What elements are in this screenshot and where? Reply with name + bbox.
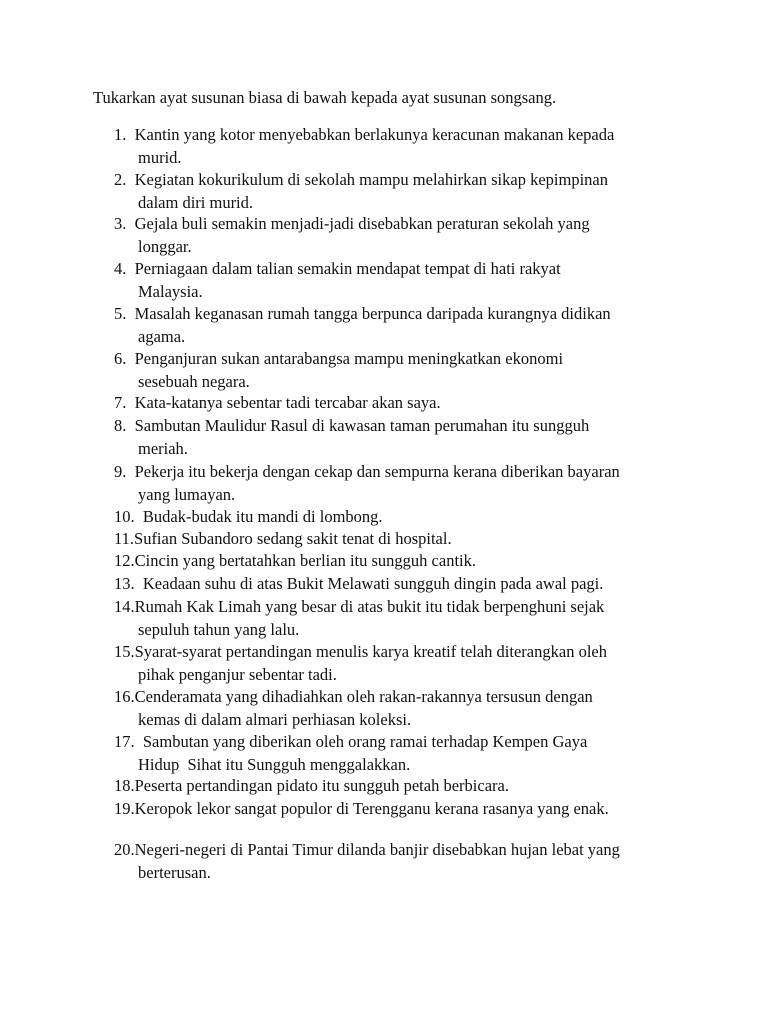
question-item — [114, 213, 684, 258]
question-text: Sambutan Maulidur Rasul di kawasan taman perumahan itu sungguh — [134, 416, 590, 435]
question-item — [114, 731, 684, 776]
question-text-continued: sepuluh tahun yang lalu. — [138, 619, 300, 639]
question-line — [114, 258, 684, 281]
question-text: Kantin yang kotor menyebabkan berlakunya keracunan makanan kepada — [134, 125, 615, 144]
question-number: 17. — [114, 732, 135, 751]
question-line — [114, 461, 684, 484]
question-text-continued: sesebuah negara. — [138, 371, 250, 391]
question-spacer — [126, 214, 134, 233]
question-number: 5. — [114, 304, 127, 323]
question-text-continued: Hidup Sihat itu Sungguh menggalakkan. — [138, 754, 411, 774]
question-line — [114, 573, 684, 596]
question-number: 4. — [114, 259, 127, 278]
question-item — [114, 775, 684, 798]
question-number: 2. — [114, 170, 127, 189]
question-line — [114, 415, 684, 438]
question-text-continued: agama. — [138, 326, 186, 346]
question-text-continued: yang lumayan. — [138, 484, 236, 504]
question-text-continued: dalam diri murid. — [138, 192, 254, 212]
question-text: Cenderamata yang dihadiahkan oleh rakan-rakannya tersusun dengan — [134, 687, 593, 706]
question-spacer — [135, 574, 143, 593]
question-spacer — [126, 259, 134, 278]
question-text: Keropok lekor sangat populor di Terengganu kerana rasanya yang enak. — [134, 799, 609, 818]
question-text-continued: Malaysia. — [138, 281, 203, 301]
question-line — [114, 169, 684, 192]
question-item — [114, 641, 684, 686]
question-spacer — [126, 349, 134, 368]
question-number: 15. — [114, 642, 135, 661]
question-spacer — [126, 125, 134, 144]
question-line — [114, 506, 684, 529]
question-spacer — [126, 416, 134, 435]
question-number: 13. — [114, 574, 135, 593]
question-number: 16. — [114, 687, 135, 706]
question-line — [114, 731, 684, 754]
question-text: Masalah keganasan rumah tangga berpunca daripada kurangnya didikan — [134, 304, 611, 323]
question-spacer — [135, 507, 143, 526]
question-item — [114, 839, 684, 884]
question-text: Budak-budak itu mandi di lombong. — [142, 507, 383, 526]
question-number: 9. — [114, 462, 127, 481]
question-line — [114, 596, 684, 619]
question-number: 10. — [114, 507, 135, 526]
question-text-continued: longgar. — [138, 236, 192, 256]
question-text: Pekerja itu bekerja dengan cekap dan sempurna kerana diberikan bayaran — [134, 462, 620, 481]
question-text: Syarat-syarat pertandingan menulis karya kreatif telah diterangkan oleh — [134, 642, 607, 661]
question-item — [114, 596, 684, 641]
question-text-continued: meriah. — [138, 438, 188, 458]
question-text: Sufian Subandoro sedang sakit tenat di hospital. — [134, 529, 452, 548]
question-spacer — [126, 393, 134, 412]
question-text-continued: murid. — [138, 147, 182, 167]
question-item — [114, 573, 684, 596]
question-spacer — [135, 732, 143, 751]
question-text: Keadaan suhu di atas Bukit Melawati sungguh dingin pada awal pagi. — [142, 574, 604, 593]
question-line — [114, 839, 684, 862]
question-line — [114, 798, 684, 821]
question-text-continued: kemas di dalam almari perhiasan koleksi. — [138, 709, 412, 729]
instruction-text: Tukarkan ayat susunan biasa di bawah kepada ayat susunan songsang. — [93, 88, 557, 107]
question-line — [114, 124, 684, 147]
question-line — [114, 550, 684, 573]
question-text: Kata-katanya sebentar tadi tercabar akan saya. — [134, 393, 441, 412]
question-number: 1. — [114, 125, 127, 144]
question-item — [114, 415, 684, 460]
question-item — [114, 348, 684, 393]
question-text: Perniagaan dalam talian semakin mendapat tempat di hati rakyat — [134, 259, 561, 278]
question-item — [114, 169, 684, 214]
question-line — [114, 213, 684, 236]
question-number: 19. — [114, 799, 135, 818]
question-text: Cincin yang bertatahkan berlian itu sungguh cantik. — [134, 551, 476, 570]
question-line — [114, 528, 684, 551]
question-line — [114, 392, 684, 415]
question-text: Peserta pertandingan pidato itu sungguh petah berbicara. — [134, 776, 509, 795]
question-spacer — [126, 170, 134, 189]
question-item — [114, 550, 684, 573]
question-text: Rumah Kak Limah yang besar di atas bukit itu tidak berpenghuni sejak — [134, 597, 605, 616]
question-text: Kegiatan kokurikulum di sekolah mampu melahirkan sikap kepimpinan — [134, 170, 608, 189]
question-line — [114, 686, 684, 709]
question-text-continued: pihak penganjur sebentar tadi. — [138, 664, 337, 684]
question-item — [114, 528, 684, 551]
question-text-continued: berterusan. — [138, 862, 211, 882]
question-number: 8. — [114, 416, 127, 435]
question-spacer — [126, 462, 134, 481]
question-item — [114, 392, 684, 415]
question-line — [114, 775, 684, 798]
question-item — [114, 686, 684, 731]
question-text: Sambutan yang diberikan oleh orang ramai terhadap Kempen Gaya — [142, 732, 588, 751]
question-number: 7. — [114, 393, 127, 412]
question-item — [114, 303, 684, 348]
question-number: 20. — [114, 840, 135, 859]
question-item — [114, 506, 684, 529]
question-number: 18. — [114, 776, 135, 795]
question-line — [114, 303, 684, 326]
question-item — [114, 798, 684, 821]
question-number: 11. — [114, 529, 135, 548]
question-text: Negeri-negeri di Pantai Timur dilanda banjir disebabkan hujan lebat yang — [134, 840, 620, 859]
question-number: 3. — [114, 214, 127, 233]
question-number: 14. — [114, 597, 135, 616]
question-line — [114, 641, 684, 664]
question-item — [114, 461, 684, 506]
question-item — [114, 258, 684, 303]
question-text: Gejala buli semakin menjadi-jadi disebabkan peraturan sekolah yang — [134, 214, 590, 233]
question-number: 6. — [114, 349, 127, 368]
question-line — [114, 348, 684, 371]
question-text: Penganjuran sukan antarabangsa mampu meningkatkan ekonomi — [134, 349, 564, 368]
question-item — [114, 124, 684, 169]
question-spacer — [126, 304, 134, 323]
question-number: 12. — [114, 551, 135, 570]
